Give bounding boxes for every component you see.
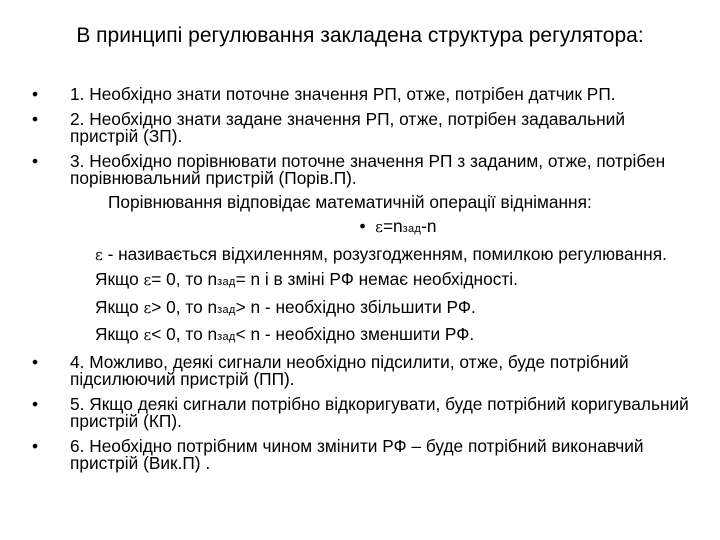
list-item: [28, 150, 698, 188]
subscript: зад: [217, 303, 236, 316]
condition-row: Якщо ε> 0, то nзад> n - необхідно збільшити РФ.: [95, 296, 476, 317]
epsilon-symbol: ε: [143, 326, 152, 344]
formula: • ε=nзад-n: [359, 216, 437, 236]
condition-row: Якщо ε< 0, то nзад< n - необхідно зменшити РФ.: [95, 324, 475, 344]
bullet-icon: •: [32, 108, 39, 129]
bullet-icon: •: [32, 84, 39, 104]
list-item: [28, 393, 698, 431]
list-item-text: 5. Якщо деякі сигнали потрібно відкоригувати, буде потрібний коригувальний пристрій (КП).: [70, 393, 689, 431]
slide-content: [28, 86, 698, 480]
list-item-text: 4. Можливо, деякі сигнали необхідно підсилити, отже, буде потрібний підсилюючий пристрій (ПП).: [70, 351, 629, 389]
comparison-note: Порівнювання відповідає математичній операції віднімання:: [108, 191, 592, 212]
epsilon-symbol: ε: [143, 298, 152, 317]
bullet-icon: •: [32, 150, 39, 171]
subscript: зад: [402, 223, 422, 235]
deviation-definition: [28, 243, 698, 265]
bullet-icon: •: [32, 351, 39, 372]
list-item-text: 1. Необхідно знати поточне значення РП, отже, потрібен датчик РП.: [70, 84, 616, 104]
bullet-icon: •: [359, 216, 366, 236]
list-item: [28, 86, 698, 104]
deviation-text: - називається відхиленням, розузгодженням, помилкою регулювання.: [102, 243, 667, 264]
list-item-text: 6. Необхідно потрібним чином змінити РФ – буде потрібний виконавчий пристрій (Вик.П) .: [70, 435, 644, 473]
epsilon-symbol: ε: [95, 245, 103, 264]
bullet-icon: •: [32, 435, 39, 456]
subscript: зад: [217, 331, 236, 343]
slide-title: В принципі регулювання закладена структура регулятора:: [76, 24, 644, 47]
subscript: зад: [217, 276, 236, 288]
epsilon-symbol: ε: [143, 271, 152, 289]
list-item-text: 3. Необхідно порівнювати поточне значення РП з заданим, отже, потрібен порівнювальний пристрій (Порів.П).: [70, 150, 666, 188]
epsilon-symbol: ε: [375, 218, 383, 236]
list-item: [28, 351, 698, 389]
condition-row: Якщо ε= 0, то nзад= n і в зміні РФ немає необхідності.: [95, 269, 518, 289]
bullet-icon: •: [32, 393, 39, 414]
list-item: [28, 108, 698, 146]
list-item-text: 2. Необхідно знати задане значення РП, отже, потрібен задавальний пристрій (ЗП).: [70, 108, 625, 146]
list-item: [28, 435, 698, 473]
